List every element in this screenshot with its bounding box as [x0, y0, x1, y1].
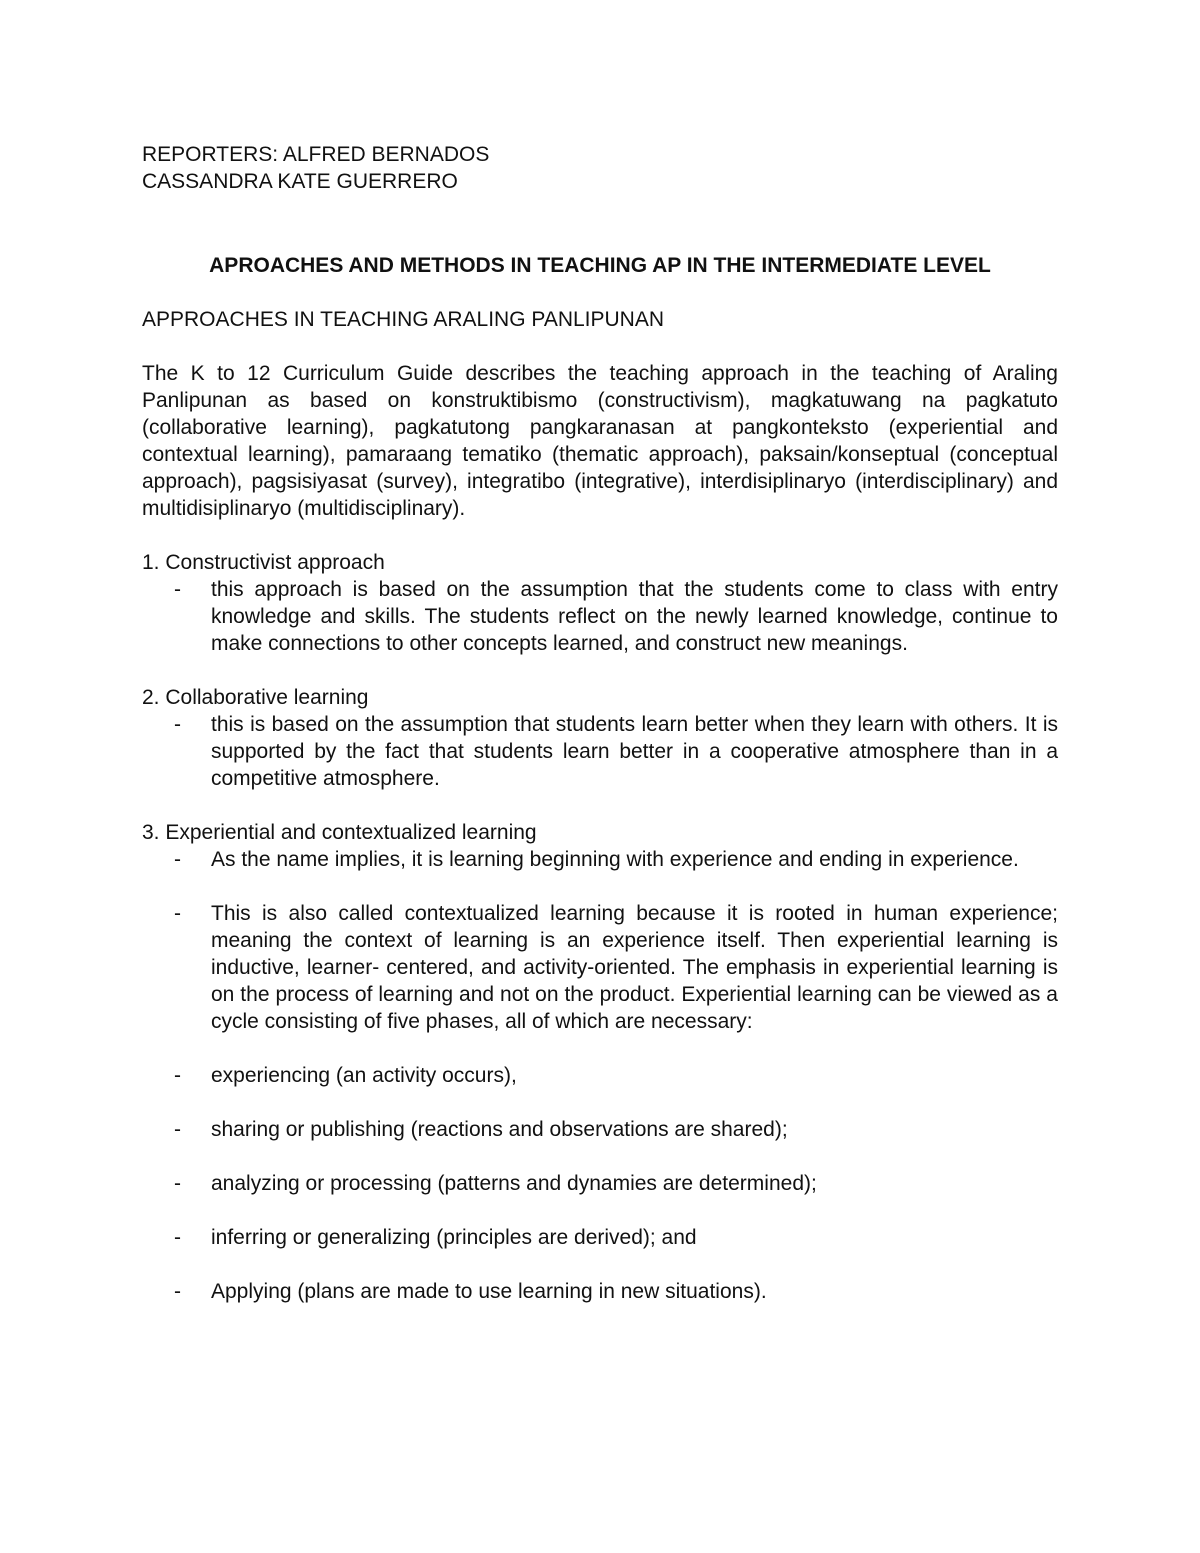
- dash-marker: -: [174, 578, 181, 601]
- dash-marker: -: [174, 1118, 181, 1141]
- approach-item: [142, 549, 1058, 657]
- bullet-text: This is also called contextualized learning because it is rooted in human experience; meaning the context of learning is an experience itself. Then experiential learning is inductive, learner- centered, and activity-oriented. The emphasis in experiential learning is on the process of learning and not on the product. Experiential learning can be viewed as a cycle consisting of five phases, all of which are necessary:: [211, 902, 1058, 1033]
- section-heading: APPROACHES IN TEACHING ARALING PANLIPUNAN: [142, 308, 665, 331]
- bullet-text: As the name implies, it is learning beginning with experience and ending in experience.: [211, 848, 1019, 871]
- approach-item: [142, 819, 1058, 1305]
- reporters-line-1: REPORTERS: ALFRED BERNADOS: [142, 143, 490, 166]
- dash-marker: -: [174, 713, 181, 736]
- bullet-text: this approach is based on the assumption that the students come to class with entry knowledge and skills. The students reflect on the newly learned knowledge, continue to make connections to other concepts learned, and construct new meanings.: [211, 578, 1058, 655]
- bullet-text: experiencing (an activity occurs),: [211, 1064, 517, 1087]
- bullet-item: [142, 1224, 1058, 1251]
- bullet-item: [142, 1116, 1058, 1143]
- intro-paragraph: The K to 12 Curriculum Guide describes the teaching approach in the teaching of Araling Panlipunan as based on konstruktibismo (constructivism), magkatuwang na pagkatuto (collaborative learning), pagkatutong pangkaranasan at pangkonteksto (experiential and contextual learning), pamaraang tematiko (thematic approach), paksain/konseptual (conceptual approach), pagsisiyasat (survey), integratibo (integrative), interdisiplinaryo (interdisciplinary) and multidisiplinaryo (multidisciplinary).: [142, 362, 1058, 520]
- reporters-block: [142, 141, 1058, 195]
- dash-marker: -: [174, 902, 181, 925]
- bullet-item: [142, 1062, 1058, 1089]
- bullet-list: [142, 846, 1058, 1305]
- approach-item: [142, 684, 1058, 792]
- bullet-item: [142, 1278, 1058, 1305]
- dash-marker: -: [174, 1172, 181, 1195]
- bullet-item: [142, 846, 1058, 873]
- bullet-text: this is based on the assumption that students learn better when they learn with others. It is supported by the fact that students learn better in a cooperative atmosphere than in a competitive atmosphere.: [211, 713, 1058, 790]
- bullet-list: [142, 576, 1058, 657]
- bullet-item: [142, 711, 1058, 792]
- approach-title: 1. Constructivist approach: [142, 551, 385, 574]
- bullet-text: inferring or generalizing (principles are derived); and: [211, 1226, 697, 1249]
- dash-marker: -: [174, 1280, 181, 1303]
- approach-title: 2. Collaborative learning: [142, 686, 369, 709]
- document-title: APROACHES AND METHODS IN TEACHING AP IN THE INTERMEDIATE LEVEL: [209, 254, 991, 277]
- bullet-item: [142, 900, 1058, 1035]
- bullet-item: [142, 1170, 1058, 1197]
- bullet-item: [142, 576, 1058, 657]
- dash-marker: -: [174, 848, 181, 871]
- bullet-text: Applying (plans are made to use learning in new situations).: [211, 1280, 767, 1303]
- reporters-line-2: CASSANDRA KATE GUERRERO: [142, 170, 458, 193]
- approach-title: 3. Experiential and contextualized learning: [142, 821, 537, 844]
- bullet-text: sharing or publishing (reactions and observations are shared);: [211, 1118, 788, 1141]
- bullet-list: [142, 711, 1058, 792]
- document-page: [142, 141, 1058, 1305]
- dash-marker: -: [174, 1064, 181, 1087]
- bullet-text: analyzing or processing (patterns and dynamies are determined);: [211, 1172, 817, 1195]
- dash-marker: -: [174, 1226, 181, 1249]
